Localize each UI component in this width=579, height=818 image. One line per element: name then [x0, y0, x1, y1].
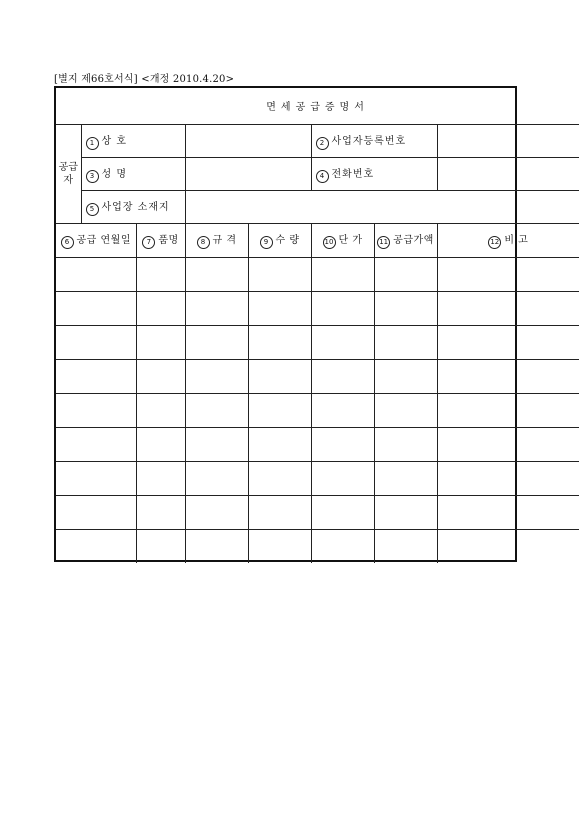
table-row — [56, 495, 579, 529]
circled-number-icon: 3 — [86, 170, 99, 183]
circled-number-icon: 2 — [316, 137, 329, 150]
supply-date-cell[interactable] — [56, 325, 136, 359]
name-label: 3 성 명 — [81, 157, 185, 190]
business-address-label: 5 사업장 소재지 — [81, 190, 185, 223]
item-name-cell[interactable] — [136, 291, 185, 325]
remarks-cell[interactable] — [437, 529, 579, 563]
remarks-cell[interactable] — [437, 393, 579, 427]
supply-amount-cell[interactable] — [374, 461, 437, 495]
business-registration-number-field[interactable] — [437, 124, 579, 157]
remarks-cell[interactable] — [437, 461, 579, 495]
item-name-cell[interactable] — [136, 529, 185, 563]
quantity-cell[interactable] — [248, 427, 311, 461]
circled-number-icon: 4 — [316, 170, 329, 183]
business-address-field[interactable] — [185, 190, 579, 223]
unit-price-cell[interactable] — [311, 257, 374, 291]
supply-date-cell[interactable] — [56, 427, 136, 461]
header-quantity: 9 수 량 — [248, 223, 311, 257]
circled-number-icon: 9 — [260, 236, 273, 249]
business-registration-number-label: 2 사업자등록번호 — [311, 124, 437, 157]
table-row — [56, 291, 579, 325]
circled-number-icon: 6 — [61, 236, 74, 249]
unit-price-cell[interactable] — [311, 427, 374, 461]
table-row — [56, 257, 579, 291]
unit-price-cell[interactable] — [311, 291, 374, 325]
quantity-cell[interactable] — [248, 529, 311, 563]
item-name-cell[interactable] — [136, 495, 185, 529]
supply-amount-cell[interactable] — [374, 427, 437, 461]
supply-date-cell[interactable] — [56, 359, 136, 393]
table-row — [56, 461, 579, 495]
supply-date-cell[interactable] — [56, 257, 136, 291]
header-supply-amount: 11 공급가액 — [374, 223, 437, 257]
unit-price-cell[interactable] — [311, 495, 374, 529]
table-row — [56, 427, 579, 461]
quantity-cell[interactable] — [248, 359, 311, 393]
remarks-cell[interactable] — [437, 257, 579, 291]
specification-cell[interactable] — [185, 495, 248, 529]
supply-amount-cell[interactable] — [374, 257, 437, 291]
supply-date-cell[interactable] — [56, 529, 136, 563]
supply-amount-cell[interactable] — [374, 325, 437, 359]
specification-cell[interactable] — [185, 393, 248, 427]
specification-cell[interactable] — [185, 427, 248, 461]
supplier-section-label — [56, 124, 81, 223]
item-name-cell[interactable] — [136, 359, 185, 393]
name-field[interactable] — [185, 157, 311, 190]
header-item-name: 7 품명 — [136, 223, 185, 257]
business-name-label: 1 상 호 — [81, 124, 185, 157]
quantity-cell[interactable] — [248, 461, 311, 495]
supplier-label-text: 공급 자 — [58, 161, 78, 186]
circled-number-icon: 11 — [377, 236, 390, 249]
unit-price-cell[interactable] — [311, 325, 374, 359]
header-specification: 8 규 격 — [185, 223, 248, 257]
remarks-cell[interactable] — [437, 325, 579, 359]
unit-price-cell[interactable] — [311, 461, 374, 495]
table-row — [56, 325, 579, 359]
supply-amount-cell[interactable] — [374, 495, 437, 529]
item-name-cell[interactable] — [136, 427, 185, 461]
supply-amount-cell[interactable] — [374, 393, 437, 427]
unit-price-cell[interactable] — [311, 393, 374, 427]
supplier-row-1 — [56, 124, 579, 157]
header-supply-date: 6 공급 연월일 — [56, 223, 136, 257]
circled-number-icon: 10 — [323, 236, 336, 249]
circled-number-icon: 12 — [488, 236, 501, 249]
table-row — [56, 359, 579, 393]
header-unit-price: 10 단 가 — [311, 223, 374, 257]
table-row — [56, 393, 579, 427]
remarks-cell[interactable] — [437, 495, 579, 529]
remarks-cell[interactable] — [437, 291, 579, 325]
supply-date-cell[interactable] — [56, 461, 136, 495]
quantity-cell[interactable] — [248, 291, 311, 325]
quantity-cell[interactable] — [248, 393, 311, 427]
phone-number-field[interactable] — [437, 157, 579, 190]
circled-number-icon: 7 — [142, 236, 155, 249]
title-row — [56, 88, 579, 124]
tax-exempt-supply-certificate-form — [54, 86, 529, 562]
form-reference-label: [별지 제66호서식] <개정 2010.4.20> — [54, 74, 235, 85]
item-name-cell[interactable] — [136, 393, 185, 427]
quantity-cell[interactable] — [248, 325, 311, 359]
unit-price-cell[interactable] — [311, 359, 374, 393]
remarks-cell[interactable] — [437, 359, 579, 393]
quantity-cell[interactable] — [248, 495, 311, 529]
supply-date-cell[interactable] — [56, 291, 136, 325]
phone-number-label: 4 전화번호 — [311, 157, 437, 190]
supplier-row-3 — [56, 190, 579, 223]
specification-cell[interactable] — [185, 461, 248, 495]
specification-cell[interactable] — [185, 291, 248, 325]
circled-number-icon: 5 — [86, 203, 99, 216]
supply-date-cell[interactable] — [56, 393, 136, 427]
specification-cell[interactable] — [185, 529, 248, 563]
item-name-cell[interactable] — [136, 461, 185, 495]
circled-number-icon: 1 — [86, 137, 99, 150]
supply-date-cell[interactable] — [56, 495, 136, 529]
unit-price-cell[interactable] — [311, 529, 374, 563]
specification-cell[interactable] — [185, 359, 248, 393]
table-row — [56, 529, 579, 563]
business-name-field[interactable] — [185, 124, 311, 157]
specification-cell[interactable] — [185, 257, 248, 291]
header-remarks: 12 비 고 — [437, 223, 579, 257]
certificate-table — [56, 88, 579, 563]
supply-amount-cell[interactable] — [374, 529, 437, 563]
specification-cell[interactable] — [185, 325, 248, 359]
quantity-cell[interactable] — [248, 257, 311, 291]
supply-amount-cell[interactable] — [374, 359, 437, 393]
column-header-row — [56, 223, 579, 257]
form-title: 면세공급증명서 — [56, 88, 579, 124]
item-name-cell[interactable] — [136, 325, 185, 359]
supply-amount-cell[interactable] — [374, 291, 437, 325]
supplier-row-2 — [56, 157, 579, 190]
item-name-cell[interactable] — [136, 257, 185, 291]
circled-number-icon: 8 — [197, 236, 210, 249]
remarks-cell[interactable] — [437, 427, 579, 461]
